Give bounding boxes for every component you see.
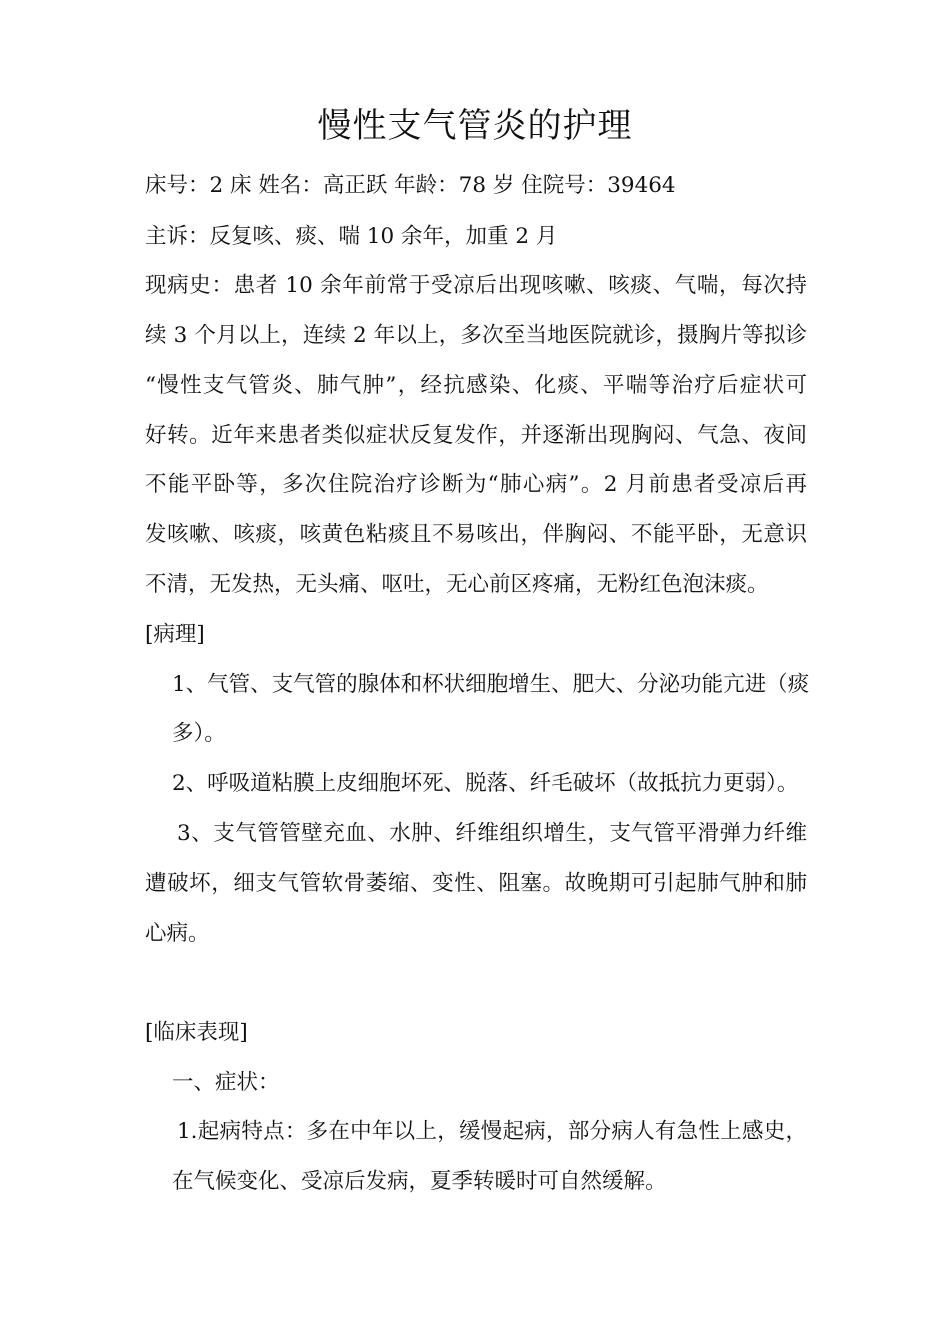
pathology-item-1: 1、气管、支气管的腺体和杯状细胞增生、肥大、分泌功能亢进（痰 — [172, 672, 810, 697]
history-line: 不能平卧等，多次住院治疗诊断为“肺心病”。2 月前患者受凉后再 — [145, 472, 807, 497]
clinical-heading: [临床表现] — [145, 1020, 248, 1045]
pathology-item-3-cont: 遭破坏，细支气管软骨萎缩、变性、阻塞。故晚期可引起肺气肿和肺 — [145, 871, 807, 896]
history-line: “慢性支气管炎、肺气肿”，经抗感染、化痰、平喘等治疗后症状可 — [145, 373, 807, 398]
onset-item-cont: 在气候变化、受凉后发病，夏季转暖时可自然缓解。 — [172, 1169, 667, 1194]
history-line: 现病史：患者 10 余年前常于受凉后出现咳嗽、咳痰、气喘，每次持 — [145, 273, 807, 298]
history-line: 发咳嗽、咳痰，咳黄色粘痰且不易咳出，伴胸闷、不能平卧，无意识 — [145, 522, 807, 547]
pathology-heading: [病理] — [145, 622, 205, 647]
chief-complaint-line: 主诉：反复咳、痰、喘 10 余年，加重 2 月 — [145, 224, 558, 249]
patient-info-line: 床号：2 床 姓名：高正跃 年龄：78 岁 住院号：39464 — [145, 173, 676, 198]
history-line: 续 3 个月以上，连续 2 年以上，多次至当地医院就诊，摄胸片等拟诊 — [145, 323, 807, 348]
onset-item: 1.起病特点：多在中年以上，缓慢起病，部分病人有急性上感史， — [177, 1119, 807, 1144]
pathology-item-3: 3、支气管管壁充血、水肿、纤维组织增生，支气管平滑弹力纤维 — [177, 821, 807, 846]
pathology-item-1-cont: 多）。 — [172, 721, 226, 746]
symptoms-heading: 一、症状： — [172, 1070, 280, 1095]
history-line: 好转。近年来患者类似症状反复发作，并逐渐出现胸闷、气急、夜间 — [145, 423, 807, 448]
pathology-item-3-cont: 心病。 — [145, 921, 210, 946]
document-title: 慢性支气管炎的护理 — [317, 106, 633, 146]
history-line: 不清，无发热，无头痛、呕吐，无心前区疼痛，无粉红色泡沫痰。 — [145, 572, 769, 597]
pathology-item-2: 2、呼吸道粘膜上皮细胞坏死、脱落、纤毛破坏（故抵抗力更弱）。 — [172, 771, 799, 796]
